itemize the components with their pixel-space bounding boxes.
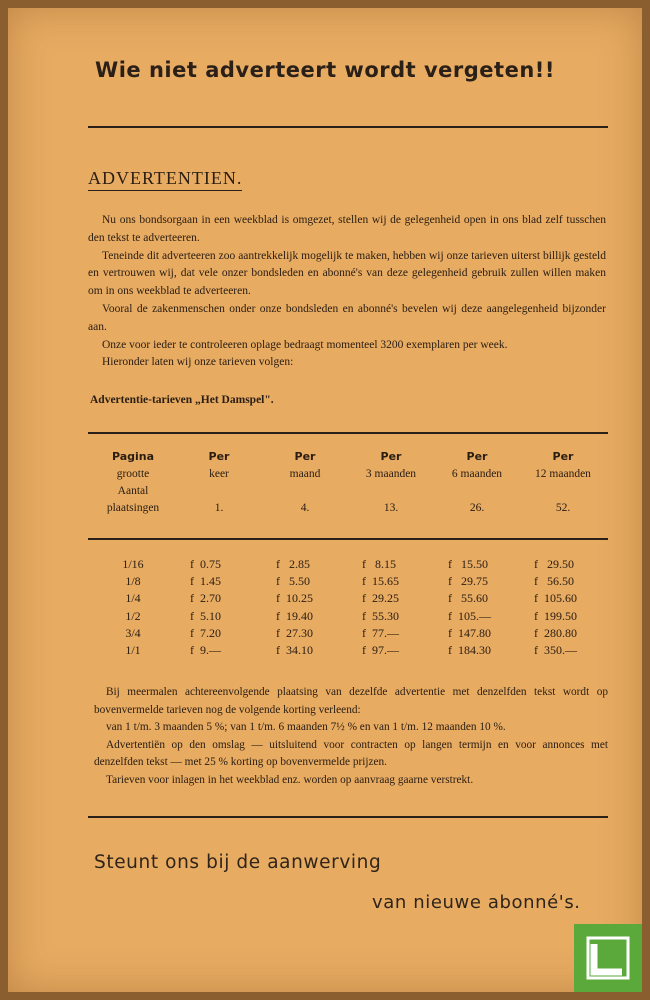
table-row (90, 642, 606, 659)
header-cell: Per (380, 450, 402, 463)
header-cell (434, 482, 520, 499)
price-table (90, 556, 606, 659)
table-row (90, 556, 606, 573)
size-cell: 1/1 (125, 643, 141, 658)
table-top-rule (88, 432, 608, 434)
header-cell: Aantal (117, 484, 149, 497)
table-row (90, 625, 606, 642)
price-cell: f 97.— (362, 643, 399, 658)
header-cell: 26. (469, 501, 485, 514)
header-cell: 12 maanden (535, 467, 591, 480)
price-cell: f 56.50 (534, 574, 574, 589)
headline: Wie niet adverteert wordt vergeten!! (95, 58, 555, 82)
size-cell: 3/4 (125, 625, 141, 640)
logo-badge (574, 924, 642, 992)
price-cell: f 29.75 (448, 574, 488, 589)
header-cell (176, 482, 262, 499)
price-cell: f 1.45 (190, 574, 221, 589)
size-cell: 1/4 (125, 591, 141, 606)
table-row (90, 608, 606, 625)
header-cell: 1. (214, 501, 224, 514)
price-cell: f 199.50 (534, 608, 577, 623)
intro-paragraph: Onze voor ieder te controleeren oplage bedraagt momenteel 3200 exemplaren per week. (102, 338, 508, 351)
rates-header-table (90, 448, 606, 516)
intro-paragraph: Nu ons bondsorgaan in een weekblad is omgezet, stellen wij de gelegenheid open in ons blad zelf tusschen den tekst te adverteeren. (88, 214, 606, 244)
header-row (90, 482, 606, 499)
price-cell: f 105.— (448, 608, 491, 623)
price-cell: f 9.— (190, 643, 221, 658)
notes-paragraph: Bij meermalen achtereenvolgende plaatsing van dezelfde advertentie met denzelfden tekst wordt op bovenvermelde tarieven nog de volgende korting verleend: (94, 686, 608, 716)
price-cell: f 55.30 (362, 608, 399, 623)
table-row (90, 590, 606, 607)
table-row (90, 573, 606, 590)
header-cell: grootte (116, 467, 150, 480)
price-cell: f 10.25 (276, 591, 313, 606)
intro-paragraph: Vooral de zakenmenschen onder onze bondsleden en abonné's bevelen wij deze aangelegenheid bijzonder aan. (88, 302, 606, 333)
price-cell: f 184.30 (448, 643, 491, 658)
bottom-divider (88, 816, 608, 818)
price-cell: f 350.— (534, 643, 577, 658)
header-cell: Per (294, 450, 316, 463)
price-cell: f 77.— (362, 625, 399, 640)
price-cell: f 55.60 (448, 591, 488, 606)
price-cell: f 5.10 (190, 608, 221, 623)
header-cell: 4. (300, 501, 310, 514)
header-cell: plaatsingen (106, 501, 160, 514)
notes-paragraph: Advertentiën op den omslag — uitsluitend voor contracten op langen termijn en voor annonces met denzelfden tekst — met 25 % korting op bovenvermelde prijzen. (94, 738, 608, 769)
price-cell: f 105.60 (534, 591, 577, 606)
price-cell: f 0.75 (190, 557, 221, 572)
header-row (90, 499, 606, 516)
table-mid-rule (88, 538, 608, 540)
section-title: ADVERTENTIEN. (88, 168, 242, 191)
header-cell: Per (552, 450, 574, 463)
price-cell: f 147.80 (448, 625, 491, 640)
notes-text (94, 684, 608, 790)
slogan-line-1: Steunt ons bij de aanwerving (94, 852, 382, 873)
intro-text (88, 212, 606, 372)
price-cell: f 29.50 (534, 557, 574, 572)
header-cell: Pagina (111, 450, 155, 463)
size-cell: 1/2 (125, 608, 141, 623)
header-cell: Per (208, 450, 230, 463)
price-cell: f 2.85 (276, 557, 310, 572)
header-cell: 13. (383, 501, 399, 514)
header-cell: keer (209, 467, 229, 480)
header-cell (348, 482, 434, 499)
header-cell: 3 maanden (365, 467, 417, 480)
price-cell: f 15.65 (362, 574, 399, 589)
notes-paragraph: Tarieven voor inlagen in het weekblad enz. worden op aanvraag gaarne verstrekt. (106, 773, 474, 786)
intro-paragraph: Teneinde dit adverteeren zoo aantrekkelijk mogelijk te maken, hebben wij onze tarieven uiterst billijk gesteld en vertrouwen wij, dat vele onzer bondsleden en abonné's van deze gelegenheid gebruik zullen willen maken om in ons weekblad te adverteeren. (88, 249, 606, 298)
logo-mark-icon (574, 924, 642, 992)
slogan-line-2: van nieuwe abonné's. (372, 892, 581, 913)
header-cell: maand (289, 467, 321, 480)
price-cell: f 280.80 (534, 625, 577, 640)
price-cell: f 5.50 (276, 574, 310, 589)
price-cell: f 2.70 (190, 591, 221, 606)
price-cell: f 29.25 (362, 591, 399, 606)
document-page (8, 8, 642, 992)
price-cell: f 19.40 (276, 608, 313, 623)
header-cell: 6 maanden (451, 467, 503, 480)
header-cell: Per (466, 450, 488, 463)
intro-paragraph: Hieronder laten wij onze tarieven volgen: (102, 356, 294, 369)
header-cell: 52. (555, 501, 571, 514)
price-cell: f 7.20 (190, 625, 221, 640)
header-cell (520, 482, 606, 499)
price-cell: f 8.15 (362, 557, 396, 572)
size-cell: 1/16 (122, 557, 144, 572)
header-row (90, 465, 606, 482)
size-cell: 1/8 (125, 574, 141, 589)
header-cell (262, 482, 348, 499)
price-cell: f 34.10 (276, 643, 313, 658)
top-divider (88, 126, 608, 128)
header-row (90, 448, 606, 465)
notes-paragraph: van 1 t/m. 3 maanden 5 %; van 1 t/m. 6 maanden 7½ % en van 1 t/m. 12 maanden 10 %. (106, 721, 506, 734)
price-cell: f 27.30 (276, 625, 313, 640)
price-cell: f 15.50 (448, 557, 488, 572)
rates-caption: Advertentie-tarieven „Het Damspel". (90, 394, 274, 406)
